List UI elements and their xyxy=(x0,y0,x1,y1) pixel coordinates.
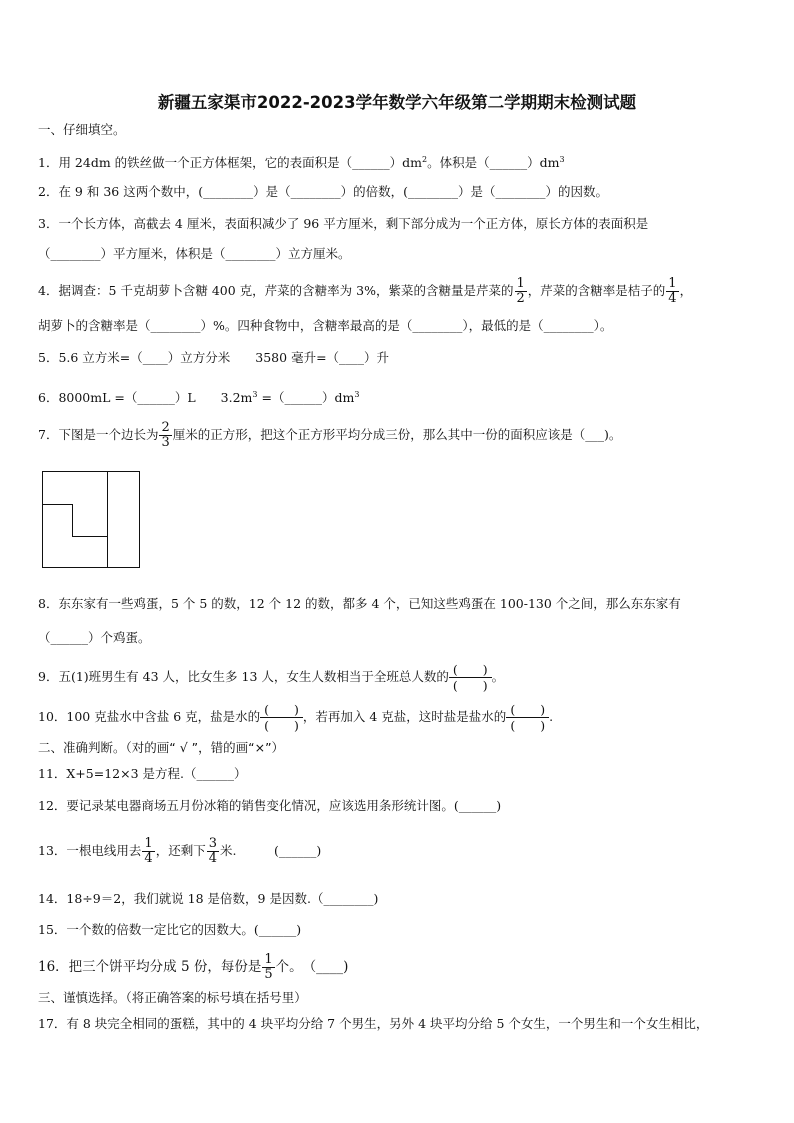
q7-text-a: 7．下图是一个边长为 xyxy=(38,427,159,442)
outer-square xyxy=(43,472,140,568)
q13-text-b: ，还剩下 xyxy=(155,843,206,858)
question-10 xyxy=(38,700,553,734)
question-14: 14．18÷9＝2，我们就说 18 是倍数，9 是因数.（________) xyxy=(38,891,379,906)
q13-fraction-1 xyxy=(142,837,154,866)
question-5: 5．5.6 立方米=（____）立方分米 3580 毫升=（____）升 xyxy=(38,350,390,365)
q4-text-b: ，芹菜的含糖率是桔子的 xyxy=(527,283,666,298)
q10-text-b: ，若再加入 4 克盐，这时盐是盐水的 xyxy=(302,709,507,724)
q13-fraction-2-denominator: 4 xyxy=(208,851,217,866)
question-12: 12．要记录某电器商场五月份冰箱的销售变化情况，应该选用条形统计图。(______) xyxy=(38,798,502,813)
question-8-line-1: 8．东东家有一些鸡蛋，5 个 5 的数，12 个 12 的数，都多 4 个，已知这些鸡蛋在 100-130 个之间，那么东东家有 xyxy=(38,596,681,611)
q9-text-b: 。 xyxy=(491,669,505,684)
q16-text-a: 16．把三个饼平均分成 5 份，每份是 xyxy=(38,959,262,975)
question-9 xyxy=(38,661,504,693)
q10-blank-1-numerator: ( ) xyxy=(260,702,303,718)
q7-fraction-numerator: 2 xyxy=(161,420,170,435)
q1-text-b: 。体积是（______）dm xyxy=(427,155,560,171)
square-divided-figure xyxy=(42,471,142,569)
page-title: 新疆五家渠市2022-2023学年数学六年级第二学期期末检测试题 xyxy=(157,93,637,112)
q9-blank-numerator: ( ) xyxy=(449,662,492,678)
q4-text-c: ， xyxy=(679,283,693,298)
q13-fraction-2-numerator: 3 xyxy=(208,836,217,851)
q4-fraction-2 xyxy=(666,277,678,306)
question-11: 11．X+5=12×3 是方程.（______） xyxy=(38,766,247,781)
q1-exponent-a: 2 xyxy=(422,155,428,164)
q9-blank-denominator: ( ) xyxy=(452,678,488,693)
q9-blank-fraction xyxy=(449,662,492,693)
q7-fraction xyxy=(159,421,171,450)
q10-text-c: . xyxy=(549,709,554,724)
q9-text-a: 9．五(1)班男生有 43 人，比女生多 13 人，女生人数相当于全班总人数的 xyxy=(38,669,449,684)
q16-fraction-numerator: 1 xyxy=(264,952,273,967)
q7-text-b: 厘米的正方形，把这个正方形平均分成三份，那么其中一份的面积应该是（___)。 xyxy=(172,427,622,442)
question-6 xyxy=(38,387,359,406)
question-8-line-2: （______）个鸡蛋。 xyxy=(38,630,151,645)
question-3-line-2: （________）平方厘米，体积是（________）立方厘米。 xyxy=(38,246,351,261)
q4-fraction-1-denominator: 2 xyxy=(516,291,525,306)
question-4-line-1 xyxy=(38,276,692,306)
q16-text-b: 个。 （____) xyxy=(275,959,349,975)
q4-fraction-1-numerator: 1 xyxy=(516,276,525,291)
question-17: 17．有 8 块完全相同的蛋糕，其中的 4 块平均分给 7 个男生，另外 4 块平均分给 5 个女生，一个男生和一个女生相比， xyxy=(38,1016,709,1031)
q4-fraction-2-numerator: 1 xyxy=(668,276,677,291)
q10-blank-fraction-1 xyxy=(260,702,303,733)
q10-blank-2-denominator: ( ) xyxy=(510,718,546,733)
q10-blank-2-numerator: ( ) xyxy=(506,702,549,718)
section-heading-1: 一、仔细填空。 xyxy=(38,122,126,137)
q16-fraction xyxy=(262,953,274,982)
q10-blank-1-denominator: ( ) xyxy=(264,718,299,733)
q4-fraction-2-denominator: 4 xyxy=(668,291,677,306)
question-4-line-2: 胡萝卜的含糖率是（________）%。四种食物中，含糖率最高的是（________），最低的是（________）。 xyxy=(38,318,613,333)
stepped-divider xyxy=(43,505,108,537)
q6-text-a: 6．8000mL =（______）L 3.2m xyxy=(38,390,253,406)
section-heading-3: 三、谨慎选择。（将正确答案的标号填在括号里） xyxy=(38,990,307,1005)
q13-fraction-1-denominator: 4 xyxy=(144,851,153,866)
q13-fraction-2 xyxy=(207,837,219,866)
section-heading-2: 二、准确判断。（对的画“ √ ”，错的画“×”） xyxy=(38,740,285,755)
q16-fraction-denominator: 5 xyxy=(264,967,273,982)
q13-text-c: 米. (______) xyxy=(219,843,322,858)
question-15: 15．一个数的倍数一定比它的因数大。(______) xyxy=(38,922,302,937)
q6-text-b: =（______）dm xyxy=(257,390,355,406)
q1-exponent-b: 3 xyxy=(559,155,565,164)
q13-text-a: 13．一根电线用去 xyxy=(38,843,142,858)
question-1 xyxy=(38,152,565,171)
question-13 xyxy=(38,832,321,870)
q4-fraction-1 xyxy=(515,277,527,306)
question-16 xyxy=(38,952,348,982)
q13-fraction-1-numerator: 1 xyxy=(144,836,153,851)
question-2: 2．在 9 和 36 这两个数中，(________）是（________）的倍数，(________）是（________）的因数。 xyxy=(38,184,608,199)
q10-blank-fraction-2 xyxy=(506,702,549,733)
q10-text-a: 10．100 克盐水中含盐 6 克，盐是水的 xyxy=(38,709,261,724)
q4-text-a: 4．据调查：5 千克胡萝卜含糖 400 克，芹菜的含糖率为 3%，紫菜的含糖量是芹菜的 xyxy=(38,283,514,298)
question-3-line-1: 3．一个长方体，高截去 4 厘米，表面积减少了 96 平方厘米，剩下部分成为一个正方体，原长方体的表面积是 xyxy=(38,216,649,231)
q7-fraction-denominator: 3 xyxy=(161,435,170,450)
q6-exponent-a: 3 xyxy=(252,390,258,399)
question-7 xyxy=(38,420,621,450)
q1-text-a: 1．用 24dm 的铁丝做一个正方体框架，它的表面积是（______）dm xyxy=(38,155,423,171)
q6-exponent-b: 3 xyxy=(354,390,360,399)
